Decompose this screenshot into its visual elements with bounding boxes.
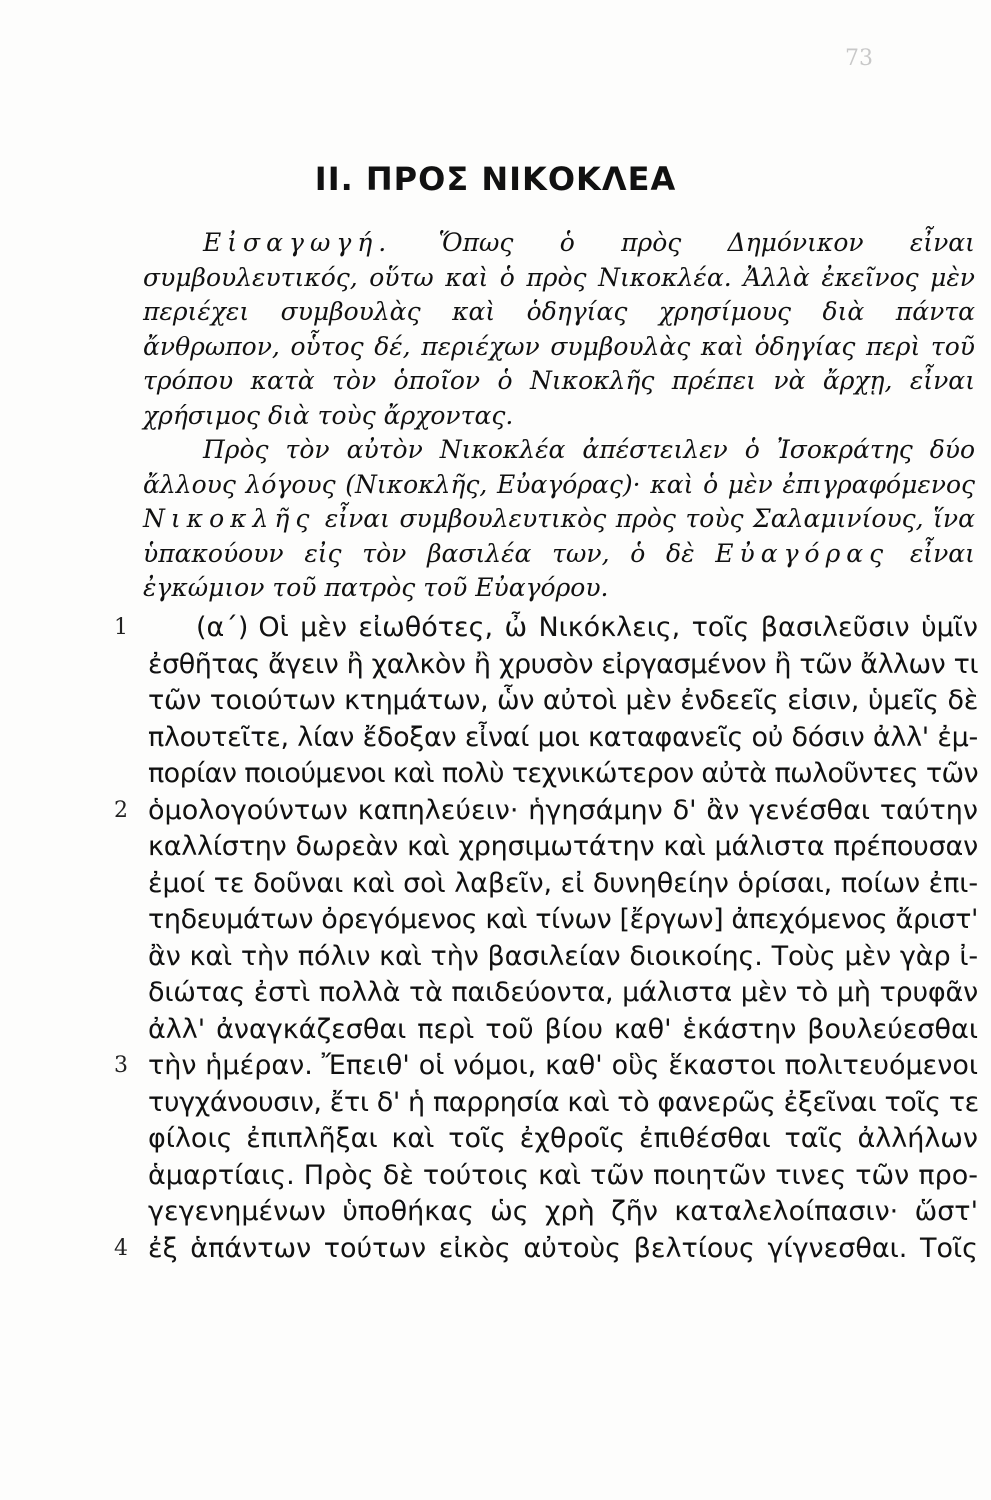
chapter-mark: (α΄) xyxy=(196,612,249,643)
line-text: πορίαν ποιούμενοι καὶ πολὺ τεχνικώτερον αὐτὰ πωλοῦντες τῶν xyxy=(148,758,978,789)
line-text: ἐμοί τε δοῦναι καὶ σοὶ λαβεῖν, εἰ δυνηθείην ὁρίσαι, ποίων ἐπι- xyxy=(148,867,978,899)
line-text: τὴν ἡμέραν. Ἔπειθ' οἱ νόμοι, καθ' οὓς ἕκαστοι πολιτευόμενοι xyxy=(148,1050,978,1081)
section-number: 3 xyxy=(114,1053,128,1078)
text-line xyxy=(148,1085,978,1122)
line-text: γεγενημένων ὑποθήκας ὡς χρὴ ζῆν καταλελοίπασιν· ὥστ' xyxy=(148,1196,978,1227)
line-text: ὁμολογούντων καπηλεύειν· ἡγησάμην δ' ἂν γενέσθαι ταύτην xyxy=(148,794,978,826)
text-line xyxy=(148,1121,978,1158)
intro-paragraph-2-text-a: Πρὸς τὸν αὐτὸν Νικοκλέα ἀπέστειλεν ὁ Ἰσοκράτης δύο ἄλλους λόγους (Νικοκλῆς, Εὐαγόρας)· καὶ ὁ μὲν ἐπιγραφόμενος xyxy=(143,435,975,499)
text-line xyxy=(148,866,978,903)
text-line xyxy=(148,683,978,720)
line-text: τηδευμάτων ὀρεγόμενος καὶ τίνων [ἔργων] ἀπεχόμενος ἄριστ' xyxy=(148,904,979,935)
text-line xyxy=(148,1158,978,1195)
section-number: 4 xyxy=(114,1235,128,1261)
intro-paragraph-2 xyxy=(143,433,975,606)
chapter-heading: ΙΙ. ΠΡΟΣ ΝΙΚΟΚΛΕΑ xyxy=(314,160,677,198)
intro-paragraph-2-text-c: εἶναι ἐγκώμιον τοῦ πατρὸς τοῦ Εὐαγόρου. xyxy=(143,538,975,602)
text-line xyxy=(148,975,978,1012)
line-text: ἂν καὶ τὴν πόλιν καὶ τὴν βασιλείαν διοικοίης. Τοὺς μὲν γὰρ ἰ- xyxy=(148,940,978,972)
text-line xyxy=(148,902,978,939)
text-line xyxy=(114,610,978,647)
line-text: ἀλλ' ἀναγκάζεσθαι περὶ τοῦ βίου καθ' ἑκάστην βουλεύεσθαι xyxy=(148,1013,978,1045)
text-line xyxy=(148,1194,978,1231)
speech-title-evagoras: Εὐαγόρας xyxy=(715,538,890,568)
intro-paragraph-2-text-b: εἶναι συμβουλευτικὸς πρὸς τοὺς Σαλαμινίους, ἵνα ὑπακούουν εἰς τὸν βασιλέα των, ὁ δὲ xyxy=(143,504,975,568)
text-line xyxy=(114,1048,978,1085)
line-text: καλλίστην δωρεὰν καὶ χρησιμωτάτην καὶ μάλιστα πρέπουσαν xyxy=(148,831,978,862)
page-number: 73 xyxy=(845,46,873,71)
section-number: 2 xyxy=(114,797,128,823)
line-text: ἐσθῆτας ἄγειν ἢ χαλκὸν ἢ χρυσὸν εἰργασμένον ἢ τῶν ἄλλων τι xyxy=(148,648,978,680)
text-line xyxy=(148,829,978,866)
text-line xyxy=(148,756,978,793)
intro-paragraph-1-text: Ὅπως ὁ πρὸς Δημόνικον εἶναι συμβουλευτικός, οὕτω καὶ ὁ πρὸς Νικοκλέα. Ἀλλὰ ἐκεῖνος μὲν περιέχει συμβουλὰς καὶ ὁδηγίας χρησίμους διὰ πάντα ἄνθρωπον, οὗτος δέ, περιέχων συμβουλὰς καὶ ὁδηγίας περὶ τοῦ τρόπου κατὰ τὸν ὁποῖον ὁ Νικοκλῆς πρέπει νὰ ἄρχῃ, εἶναι χρήσιμος διὰ τοὺς ἄρχοντας. xyxy=(143,228,975,430)
line-text: Οἱ μὲν εἰωθότες, ὦ Νικόκλεις, τοῖς βασιλεῦσιν ὑμῖν xyxy=(258,612,978,643)
line-text: φίλοις ἐπιπλῆξαι καὶ τοῖς ἐχθροῖς ἐπιθέσθαι ταῖς ἀλλήλων xyxy=(148,1123,978,1154)
intro-label: Εἰσαγωγή. xyxy=(203,228,393,257)
text-line xyxy=(114,1231,978,1268)
text-line xyxy=(148,939,978,976)
intro-paragraph-1 xyxy=(143,226,975,433)
line-text: διώτας ἐστὶ πολλὰ τὰ παιδεύοντα, μάλιστα μὲν τὸ μὴ τρυφᾶν xyxy=(148,977,978,1008)
main-text xyxy=(114,610,979,1267)
line-text: τυγχάνουσιν, ἔτι δ' ἡ παρρησία καὶ τὸ φανερῶς ἐξεῖναι τοῖς τε xyxy=(148,1086,979,1118)
speech-title-nicocles: Νικοκλῆς xyxy=(143,504,316,533)
line-text: τῶν τοιούτων κτημάτων, ὧν αὐτοὶ μὲν ἐνδεεῖς εἰσιν, ὑμεῖς δὲ xyxy=(148,685,978,716)
text-line xyxy=(148,647,978,684)
section-number: 1 xyxy=(114,615,128,640)
text-line xyxy=(148,720,978,757)
line-text: ἐξ ἁπάντων τούτων εἰκὸς αὐτοὺς βελτίους γίγνεσθαι. Τοῖς xyxy=(148,1232,978,1264)
line-text: ἁμαρτίαις. Πρὸς δὲ τούτοις καὶ τῶν ποιητῶν τινες τῶν προ- xyxy=(148,1159,978,1191)
text-line xyxy=(114,793,978,830)
line-text: πλουτεῖτε, λίαν ἔδοξαν εἶναί μοι καταφανεῖς οὐ δόσιν ἀλλ' ἐμ- xyxy=(148,721,978,753)
introduction xyxy=(143,226,975,606)
text-line xyxy=(148,1012,978,1049)
